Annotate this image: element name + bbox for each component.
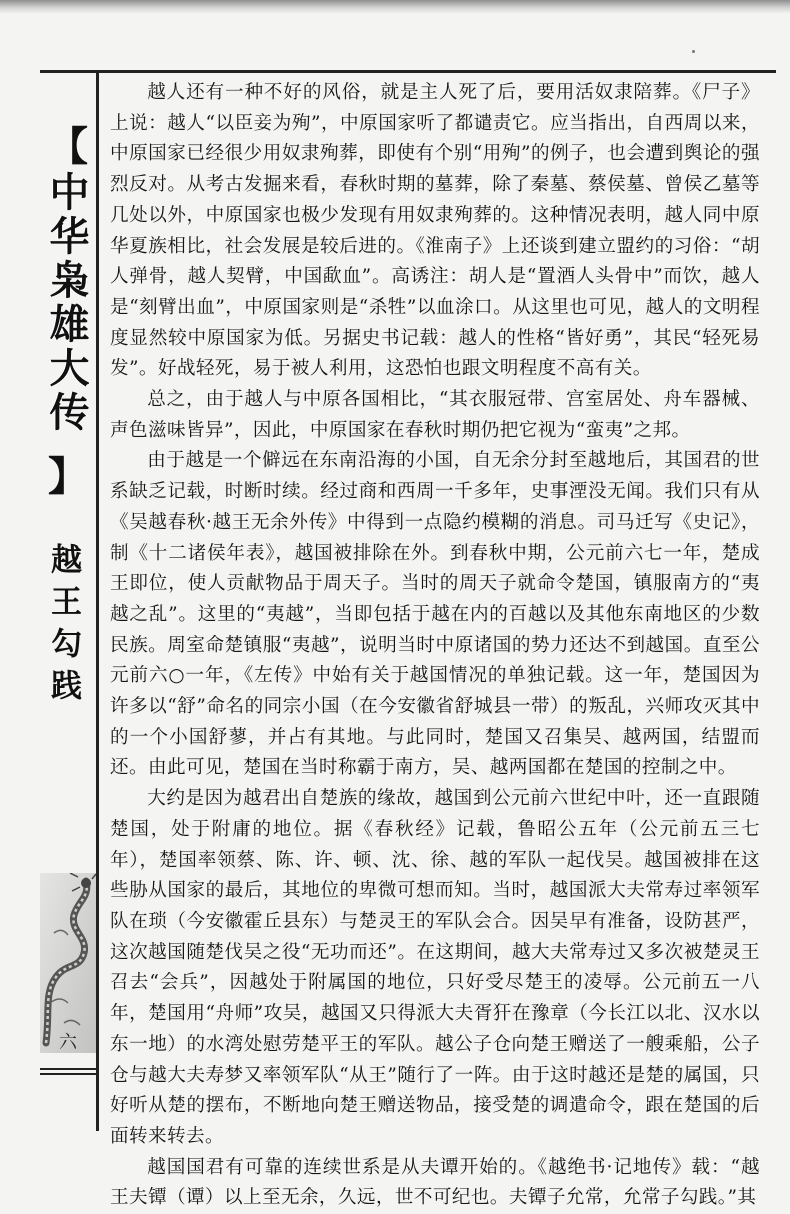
dragon-ornament-icon (40, 873, 96, 1053)
paragraph: 大约是因为越君出自楚族的缘故，越国到公元前六世纪中叶，还一直跟随楚国，处于附庸的地位。据《春秋经》记载，鲁昭公五年（公元前五三七年），楚国率领蔡、陈、许、顿、沈、徐、越的军队一起伐吴。越国被排在这些胁从国家的最后，其地位的卑微可想而知。当时，越国派大夫常寿过率领军队在琐（今安徽霍丘县东）与楚灵王的军队会合。因吴早有准备，设防甚严，这次越国随楚伐吴之役“无功而还”。在这期间，越大夫常寿过又多次被楚灵王召去“会兵”，因越处于附属国的地位，只好受尽楚王的凌辱。公元前五一八年，楚国用“舟师”攻吴，越国又只得派大夫胥犴在豫章（今长江以北、汉水以东一地）的水湾处慰劳楚平王的军队。越公子仓向楚王赠送了一艘乘船，公子仓与越大夫寿梦又率领军队“从王”随行了一阵。由于这时越还是楚的属国，只好听从楚的摆布，不断地向楚王赠送物品，接受楚的调遣命令，跟在楚国的后面转来转去。 (110, 788, 760, 1147)
header-rule (40, 70, 776, 73)
paragraph: 总之，由于越人与中原各国相比，“其衣服冠带、宫室居处、舟车器械、声色滋味皆异”，因此，中原国家在春秋时期仍把它视为“蛮夷”之邦。 (110, 389, 760, 441)
body-text (110, 78, 760, 1214)
paragraph: 越国国君有可靠的连续世系是从夫谭开始的。《越绝书·记地传》载：“越王夫镡（谭）以上至无余，久远，世不可纪也。夫镡子允常，允常子勾践。”其 (110, 1156, 760, 1209)
series-title: 中华枭雄大传 (43, 171, 90, 435)
paragraph: 由于越是一个僻远在东南沿海的小国，自无余分封至越地后，其国君的世系缺乏记载，时断时续。经过商和西周一千多年，史事湮没无闻。我们只有从《吴越春秋·越王无余外传》中得到一点隐约模糊的消息。司马迁写《史记》，制《十二诸侯年表》，越国被排除在外。到春秋中期，公元前六七一年，楚成王即位，使人贡献物品于周天子。当时的周天子就命令楚国，镇服南方的“夷越之乱”。这里的“夷越”，当即包括于越在内的百越以及其他东南地区的少数民族。周室命楚镇服“夷越”，说明当时中原诸国的势力还达不到越国。直至公元前六○一年，《左传》中始有关于越国情况的单独记载。这一年，楚国因为许多以“舒”命名的同宗小国（在今安徽省舒城县一带）的叛乱，兴师攻灭其中的一个小国舒蓼，并占有其地。与此同时，楚国又召集吴、越两国，结盟而还。由此可见，楚国在当时称霸于南方，吴、越两国都在楚国的控制之中。 (110, 450, 760, 779)
paragraph: 越人还有一种不好的风俗，就是主人死了后，要用活奴隶陪葬。《尸子》上说：越人“以臣妾为殉”，中原国家听了都谴责它。应当指出，自西周以来，中原国家已经很少用奴隶殉葬，即使有个别“用殉”的例子，也会遭到舆论的强烈反对。从考古发掘来看，春秋时期的墓葬，除了秦墓、蔡侯墓、曾侯乙墓等几处以外，中原国家也极少发现有用奴隶殉葬的。这种情况表明，越人同中原华夏族相比，社会发展是较后进的。《淮南子》上还谈到建立盟约的习俗：“胡人弹骨，越人契臂，中国歃血”。高诱注：胡人是“置酒人头骨中”而饮，越人是“刻臂出血”，中原国家则是“杀牲”以血涂口。从这里也可见，越人的文明程度显然较中原国家为低。另据史书记载：越人的性格“皆好勇”，其民“轻死易发”。好战轻死，易于被人利用，这恐怕也跟文明程度不高有关。 (110, 82, 760, 380)
footer-rule-upper (40, 1068, 96, 1070)
series-bracket-close: 】 (48, 454, 88, 500)
sidebar (40, 73, 96, 1131)
volume-title: 越王勾践 (45, 543, 81, 711)
page-number: 六 (59, 1032, 77, 1053)
scan-speck (692, 50, 695, 53)
scan-top-shadow (0, 0, 790, 14)
column-divider (96, 70, 99, 1131)
series-bracket-open: 【 (48, 124, 88, 170)
footer-rule-lower (40, 1073, 96, 1075)
